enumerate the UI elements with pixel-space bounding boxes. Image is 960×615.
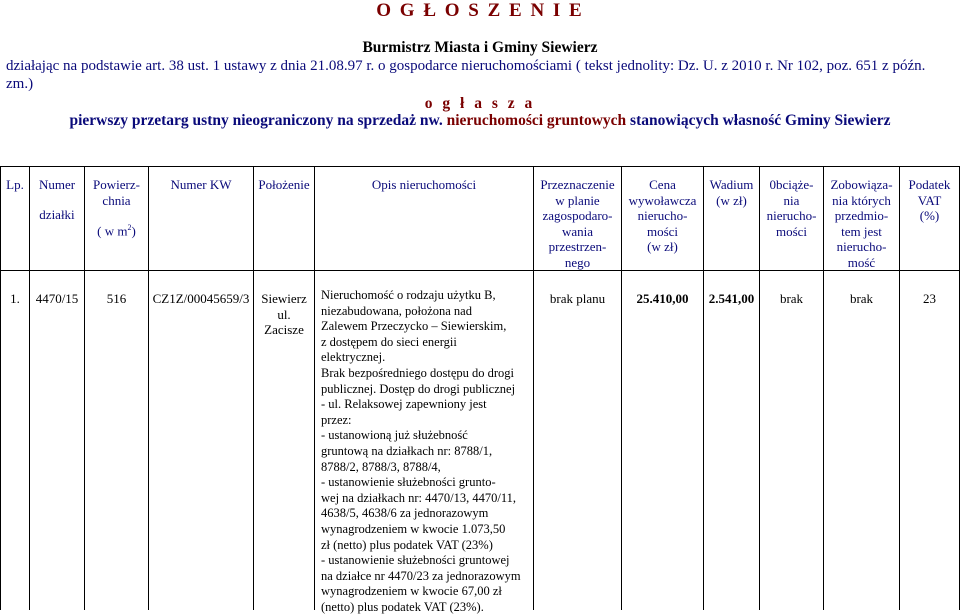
- table-left-border: [0, 166, 1, 610]
- header-zobowiazania-line: mość: [847, 254, 876, 270]
- header-wadium-line: (w zł): [716, 192, 747, 208]
- opis-line: elektrycznej.: [321, 350, 386, 365]
- cell-wadium: 2.541,00: [708, 291, 755, 306]
- column-divider: [314, 166, 315, 610]
- opis-line: (netto) plus podatek VAT (23%).: [321, 599, 484, 614]
- header-podatek-line: VAT: [917, 192, 942, 208]
- opis-line: - ustanowienie służebności gruntowej: [321, 553, 510, 568]
- header-powierzchnia: [85, 177, 148, 239]
- header-przeznaczenie-line: Przeznaczenie: [540, 177, 615, 192]
- subject-highlight: nieruchomości gruntowych: [442, 112, 627, 129]
- header-cena-line: nierucho-: [637, 208, 688, 223]
- header-powierzchnia-unit-text: ( w m: [97, 223, 128, 239]
- header-cena: [622, 177, 703, 255]
- header-cena-line: mości: [646, 223, 679, 239]
- header-przeznaczenie-line: wania: [561, 223, 594, 239]
- header-cena-line: Cena: [649, 177, 676, 192]
- header-przeznaczenie-line: zagospodaro-: [542, 208, 613, 223]
- header-lp: Lp.: [6, 177, 24, 192]
- opis-line: niezabudowana, położona nad: [321, 303, 472, 318]
- cell-polozenie-line: Zacisze: [264, 322, 304, 337]
- opis-line: - ul. Relaksowej zapewniony jest: [321, 397, 487, 412]
- header-zobowiazania-line: przedmio-: [834, 208, 889, 223]
- header-cena-line: wywoławcza: [628, 192, 697, 208]
- cell-opis: [321, 288, 530, 615]
- header-zobowiazania-line: nierucho-: [836, 239, 887, 254]
- header-numer-dzialki-line2: działki: [39, 206, 75, 222]
- issuer: Burmistrz Miasta i Gminy Siewierz: [362, 39, 598, 56]
- column-divider: [148, 166, 149, 610]
- header-wadium-line: Wadium: [709, 177, 754, 192]
- opis-line: gruntową na działkach nr: 8788/1,: [321, 443, 493, 458]
- cell-obciazenia: brak: [779, 291, 804, 306]
- header-podatek: [900, 177, 959, 224]
- opis-line: wynagrodzeniem w kwocie 67,00 zł: [321, 584, 502, 599]
- header-obciazenia-line: nierucho-: [766, 208, 817, 223]
- cell-lp: 1.: [10, 291, 20, 306]
- header-cena-line: (w zł): [647, 239, 678, 254]
- column-divider: [29, 166, 30, 610]
- opis-line: wynagrodzeniem w kwocie 1.073,50: [321, 521, 506, 536]
- header-zobowiazania-line: tem jest: [841, 223, 882, 239]
- header-powierzchnia-unit: [85, 220, 148, 239]
- cell-polozenie-line: ul.: [277, 306, 291, 322]
- header-wadium: [704, 177, 759, 208]
- cell-zobowiazania: brak: [849, 291, 874, 306]
- column-divider: [253, 166, 254, 610]
- opis-line: 8788/2, 8788/3, 8788/4,: [321, 459, 441, 474]
- opis-line: Nieruchomość o rodzaju użytku B,: [321, 288, 496, 302]
- opis-line: z dostępem do sieci energii: [321, 334, 457, 349]
- cell-polozenie-line: Siewierz: [261, 291, 307, 306]
- table-top-border: [0, 166, 960, 167]
- header-obciazenia: [760, 177, 823, 239]
- header-zobowiazania-line: nia których: [832, 192, 891, 208]
- opis-line: - ustanowioną już służebność: [321, 428, 468, 443]
- subject-suffix: stanowiących własność Gminy Siewierz: [626, 112, 891, 129]
- header-opis: Opis nieruchomości: [371, 177, 477, 192]
- header-powierzchnia-line2: chnia: [102, 192, 131, 208]
- header-obciazenia-line: mości: [775, 223, 808, 239]
- header-zobowiazania-line: Zobowiąza-: [830, 177, 893, 192]
- column-divider: [899, 166, 900, 610]
- opis-line: Brak bezpośredniego dostępu do drogi: [321, 365, 515, 380]
- announces-heading: o g ł a s z a: [424, 95, 536, 112]
- header-przeznaczenie-line: w planie: [555, 192, 600, 208]
- table-header-divider: [0, 270, 960, 271]
- cell-cena: 25.410,00: [636, 291, 689, 306]
- opis-line: na działce nr 4470/23 za jednorazowym: [321, 568, 521, 583]
- header-podatek-line: Podatek: [908, 177, 951, 192]
- header-numer-dzialki: [30, 177, 84, 222]
- opis-line: wej na działkach nr: 4470/13, 4470/11,: [321, 490, 516, 505]
- opis-line: 4638/5, 4638/6 za jednorazowym: [321, 506, 489, 521]
- opis-line: Zalewem Przeczycko – Siewierskim,: [321, 319, 507, 334]
- header-podatek-line: (%): [919, 208, 940, 223]
- header-obciazenia-line: nia: [783, 192, 800, 208]
- header-numer-kw: Numer KW: [170, 177, 232, 192]
- opis-line: - ustanowienie służebności grunto-: [321, 475, 496, 490]
- cell-powierzchnia: 516: [106, 291, 127, 306]
- header-obciazenia-line: 0bciąże-: [769, 177, 814, 192]
- header-powierzchnia-line1: Powierz-: [93, 177, 140, 192]
- document-title: O G Ł O S Z E N I E: [376, 0, 584, 21]
- legal-basis: działając na podstawie art. 38 ust. 1 ustawy z dnia 21.08.97 r. o gospodarce nieruchomościami ( tekst jednolity: Dz. U. z 2010 r. Nr 102, poz. 651 z późn. zm.): [6, 58, 926, 92]
- header-polozenie: Położenie: [258, 177, 310, 192]
- header-numer-dzialki-line1: Numer: [38, 177, 76, 192]
- cell-przeznaczenie: brak planu: [549, 291, 606, 306]
- cell-numer-kw: CZ1Z/00045659/3: [152, 291, 250, 306]
- subject-prefix: pierwszy przetarg ustny nieograniczony na sprzedaż nw.: [69, 112, 443, 129]
- header-przeznaczenie: [534, 177, 621, 270]
- cell-numer-dzialki: 4470/15: [35, 291, 79, 306]
- opis-line: publicznej. Dostęp do drogi publicznej: [321, 381, 516, 396]
- cell-polozenie: [254, 291, 314, 338]
- header-przeznaczenie-line: nego: [564, 254, 591, 270]
- header-przeznaczenie-line: przestrzen-: [548, 239, 607, 254]
- header-zobowiazania: [824, 177, 899, 270]
- header-powierzchnia-unit-sup: 2: [127, 223, 132, 232]
- header-powierzchnia-unit-close: ): [131, 223, 136, 239]
- opis-line: zł (netto) plus podatek VAT (23%): [321, 537, 493, 552]
- cell-podatek: 23: [923, 291, 936, 306]
- opis-line: przez:: [321, 412, 352, 427]
- subject-line: [0, 112, 960, 130]
- column-divider: [703, 166, 704, 610]
